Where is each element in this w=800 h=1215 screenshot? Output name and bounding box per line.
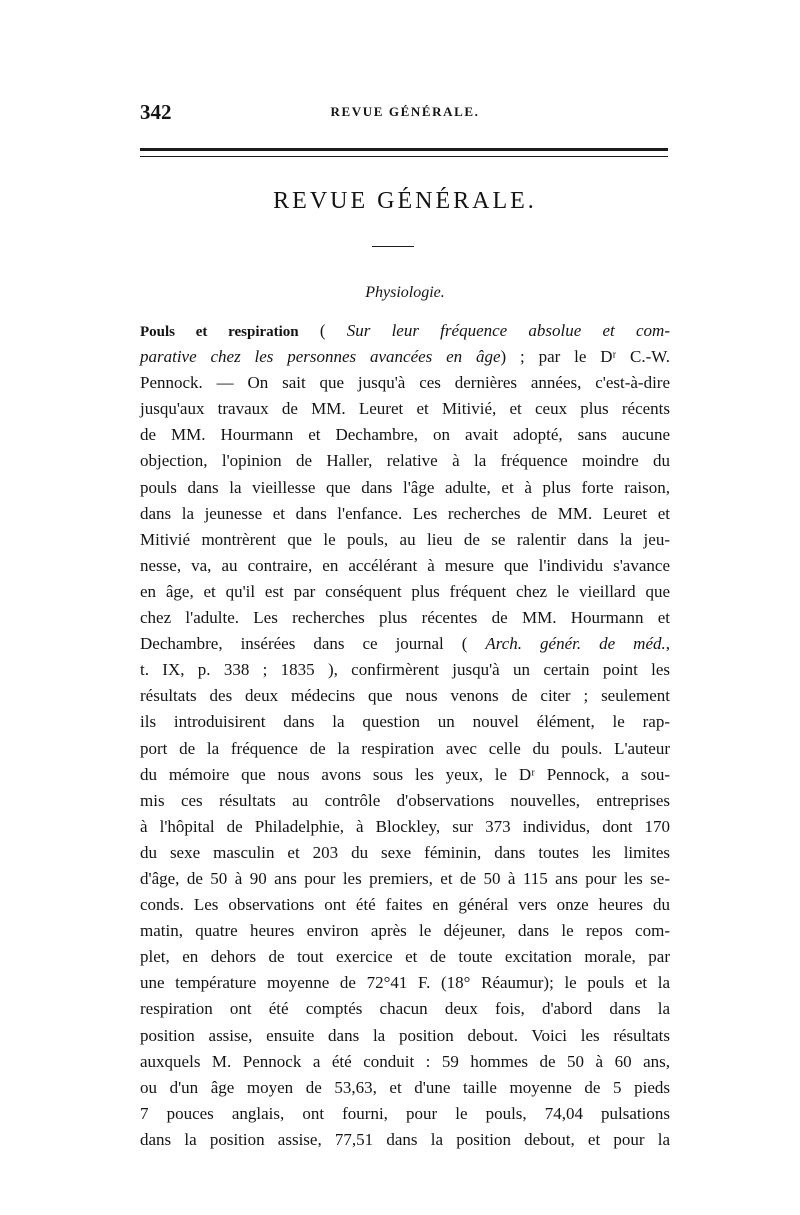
text-run: port de la fréquence de la respiration avec celle du pouls. L'auteur xyxy=(140,738,670,758)
text-line xyxy=(140,736,670,762)
text-line xyxy=(140,683,670,709)
text-run: du mémoire que nous avons sous les yeux, le Dʳ Pennock, a sou- xyxy=(140,764,670,784)
text-line xyxy=(140,788,670,814)
text-line xyxy=(140,501,670,527)
text-run: jusqu'aux travaux de MM. Leuret et Mitivié, et ceux plus récents xyxy=(140,399,670,419)
text-run: ou d'un âge moyen de 53,63, et d'une taille moyenne de 5 pieds xyxy=(140,1077,670,1097)
text-run: d'âge, de 50 à 90 ans pour les premiers, et de 50 à 115 ans pour les se- xyxy=(140,868,670,888)
text-run: Mitivié montrèrent que le pouls, au lieu de se ralentir dans la jeu- xyxy=(140,529,670,549)
text-run: t. IX, p. 338 ; 1835 ), confirmèrent jusqu'à un certain point les xyxy=(140,660,670,680)
article-lead: Pouls et respiration xyxy=(140,324,299,340)
text-run: une température moyenne de 72°41 F. (18° Réaumur); le pouls et la xyxy=(140,973,670,993)
page-number: 342 xyxy=(140,100,172,124)
text-line xyxy=(140,527,670,553)
text-run: 7 pouces anglais, ont fourni, pour le pouls, 74,04 pulsations xyxy=(140,1103,670,1123)
text-run: en âge, et qu'il est par conséquent plus fréquent chez le vieillard que xyxy=(140,581,670,601)
text-run: ils introduisirent dans la question un nouvel élément, le rap- xyxy=(140,712,670,732)
text-run: ( xyxy=(298,321,347,340)
text-line xyxy=(140,944,670,970)
text-line xyxy=(140,1049,670,1075)
text-line xyxy=(140,918,670,944)
text-line xyxy=(140,1075,670,1101)
text-run: du sexe masculin et 203 du sexe féminin, dans toutes les limites xyxy=(140,842,670,862)
text-line xyxy=(140,657,670,683)
text-run: Dechambre, insérées dans ce journal ( xyxy=(140,634,486,654)
running-head xyxy=(140,100,670,128)
text-line xyxy=(140,318,670,344)
text-run: de MM. Hourmann et Dechambre, on avait adopté, sans aucune xyxy=(140,425,670,445)
text-run: dans la position assise, 77,51 dans la position debout, et pour la xyxy=(140,1129,670,1149)
text-line xyxy=(140,605,670,631)
header-double-rule xyxy=(140,148,668,157)
text-run: ) ; par le Dʳ C.-W. xyxy=(500,347,670,367)
text-run: position assise, ensuite dans la position debout. Voici les résultats xyxy=(140,1025,670,1045)
text-line xyxy=(140,840,670,866)
text-line xyxy=(140,579,670,605)
text-line xyxy=(140,1127,670,1153)
text-run: à l'hôpital de Philadelphie, à Blockley, sur 373 individus, dont 170 xyxy=(140,816,670,836)
text-line xyxy=(140,396,670,422)
text-run: Pennock. — On sait que jusqu'à ces dernières années, c'est-à-dire xyxy=(140,373,670,393)
article-body xyxy=(140,318,670,1153)
text-line xyxy=(140,553,670,579)
text-line xyxy=(140,866,670,892)
text-line xyxy=(140,892,670,918)
text-line xyxy=(140,475,670,501)
text-line xyxy=(140,814,670,840)
text-run: objection, l'opinion de Haller, relative à la fréquence moindre du xyxy=(140,451,670,471)
text-run: pouls dans la vieillesse que dans l'âge adulte, et à plus forte raison, xyxy=(140,477,670,497)
text-run: mis ces résultats au contrôle d'observations nouvelles, entreprises xyxy=(140,790,670,810)
text-line xyxy=(140,344,670,370)
text-run: plet, en dehors de tout exercice et de toute excitation morale, par xyxy=(140,947,670,967)
text-run: matin, quatre heures environ après le déjeuner, dans le repos com- xyxy=(140,921,670,941)
running-title: REVUE GÉNÉRALE. xyxy=(330,104,480,119)
text-run: respiration ont été comptés chacun deux fois, d'abord dans la xyxy=(140,999,670,1019)
text-line xyxy=(140,1023,670,1049)
text-line xyxy=(140,996,670,1022)
italic-text: Sur leur fréquence absolue et com- xyxy=(346,321,670,340)
italic-text: parative chez les personnes avancées en âge xyxy=(140,347,501,367)
text-run: , xyxy=(665,634,670,654)
text-line xyxy=(140,709,670,735)
text-line xyxy=(140,422,670,448)
text-run: conds. Les observations ont été faites en général vers onze heures du xyxy=(140,895,670,915)
text-line xyxy=(140,762,670,788)
text-run: chez l'adulte. Les recherches plus récentes de MM. Hourmann et xyxy=(140,608,670,628)
text-run: nesse, va, au contraire, en accélérant à mesure que l'individu s'avance xyxy=(140,555,670,575)
subsection-title: Physiologie. xyxy=(365,284,445,301)
italic-text: Arch. génér. de méd. xyxy=(485,634,666,654)
text-run: auxquels M. Pennock a été conduit : 59 hommes de 50 à 60 ans, xyxy=(140,1051,670,1071)
title-divider xyxy=(372,246,414,247)
text-line xyxy=(140,1101,670,1127)
section-title: REVUE GÉNÉRALE. xyxy=(273,188,537,214)
text-line xyxy=(140,370,670,396)
text-line xyxy=(140,631,670,657)
text-run: dans la jeunesse et dans l'enfance. Les recherches de MM. Leuret et xyxy=(140,503,670,523)
text-line xyxy=(140,448,670,474)
text-run: résultats des deux médecins que nous venons de citer ; seulement xyxy=(140,686,670,706)
text-line xyxy=(140,970,670,996)
